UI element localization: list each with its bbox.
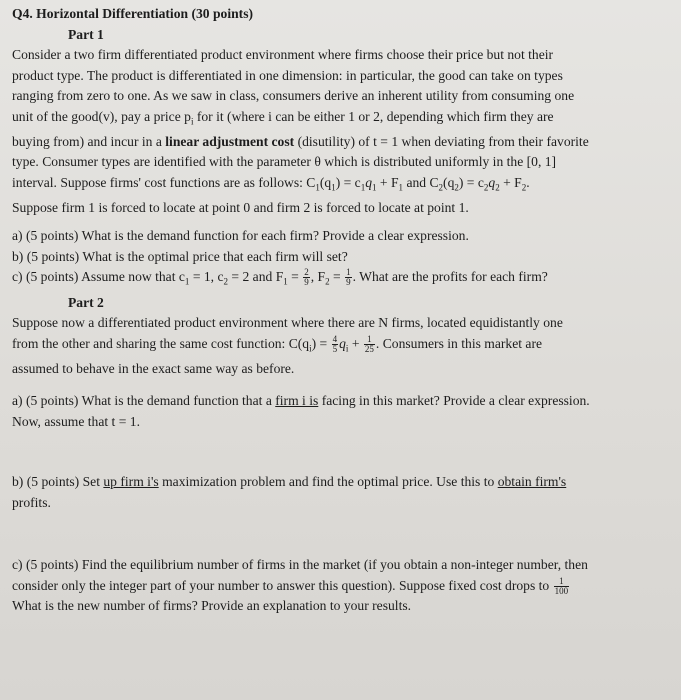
question-title: Q4. Horizontal Differentiation (30 points)	[12, 6, 254, 21]
text-line: profits.	[12, 494, 51, 510]
text-line: What is the new number of firms? Provide an explanation to your results.	[12, 598, 412, 614]
part1-paragraph	[12, 45, 671, 218]
part2-paragraph	[12, 313, 671, 379]
part1-question-c: c) (5 points) Assume now that $c_1 = 1$, $c_2 = 2$ and $F_1$ = $\frac{2}{9}$ , $F_2$ = $\frac{1}{9}$ . What are the profits for each firm?	[12, 267, 548, 288]
part2-question-c: c) (5 points) Find the equilibrium number of firms in the market (if you obtain a non-integer number, then	[12, 557, 588, 573]
text-line: Suppose now a differentiated product environment where there are N firms, located equidistantly one	[12, 315, 563, 331]
fraction: $\frac{4}{5}$	[332, 333, 338, 354]
text-line: Suppose firm 1 is forced to locate at point 0 and firm 2 is forced to locate at point 1.	[12, 199, 469, 215]
part2-question-a: a) (5 points) What is the demand function that a firm i is facing in this market? Provide a clear expression.	[12, 393, 590, 409]
part2-heading: Part 2	[68, 294, 104, 310]
part1-question-a: a) (5 points) What is the demand function for each firm? Provide a clear expression.	[12, 228, 469, 244]
text-line: from the other and sharing the same cost function: $C(q_i)$ = $\frac{4}{5}$ $q_i$ + $\frac{1}{25}$ . Consumers in this market are	[12, 333, 543, 354]
part1-question-b: b) (5 points) What is the optimal price that each firm will set?	[12, 248, 348, 264]
fraction: $\frac{2}{9}$	[304, 267, 309, 288]
fraction: $\frac{1}{100}$	[554, 575, 569, 596]
bold-phrase: linear adjustment cost	[165, 133, 295, 149]
text-line: unit of the good(v), pay a price $p_i$ for it (where i can be either 1 or 2, depending which firm they are	[12, 108, 554, 127]
fraction: $\frac{1}{9}$	[346, 267, 351, 288]
text-line: assumed to behave in the exact same way as before.	[12, 360, 295, 376]
part1-heading: Part 1	[68, 26, 104, 42]
text-line: consider only the integer part of your number to answer this question). Suppose fixed cost drops to $\frac{1}{100}$	[12, 575, 569, 596]
text-line: ranging from zero to one. As we saw in class, consumers derive an inherent utility from consuming one	[12, 88, 575, 103]
fraction: $\frac{1}{25}$	[364, 333, 374, 354]
part2-question-b: b) (5 points) Set up firm i's maximization problem and find the optimal price. Use this to obtain firm's	[12, 474, 567, 490]
text-line: Consider a two firm differentiated product environment where firms choose their price but not their	[12, 47, 554, 62]
text-line: product type. The product is differentiated in one dimension: in particular, the good can take on types	[12, 67, 563, 83]
cost-function-line: interval. Suppose firms' cost functions are as follows: $C_1(q_1) = c_1q_1 + F_1$ and $C_2(q_2) = c_2q_2 + F_2$.	[12, 174, 530, 193]
text-line: type. Consumer types are identified with the parameter θ which is distributed uniformly in the [0, 1]	[12, 154, 557, 170]
text-line: buying from) and incur in a linear adjustment cost (disutility) of t = 1 when deviating from their favorite	[12, 133, 589, 149]
text-line: Now, assume that t = 1.	[12, 413, 140, 429]
